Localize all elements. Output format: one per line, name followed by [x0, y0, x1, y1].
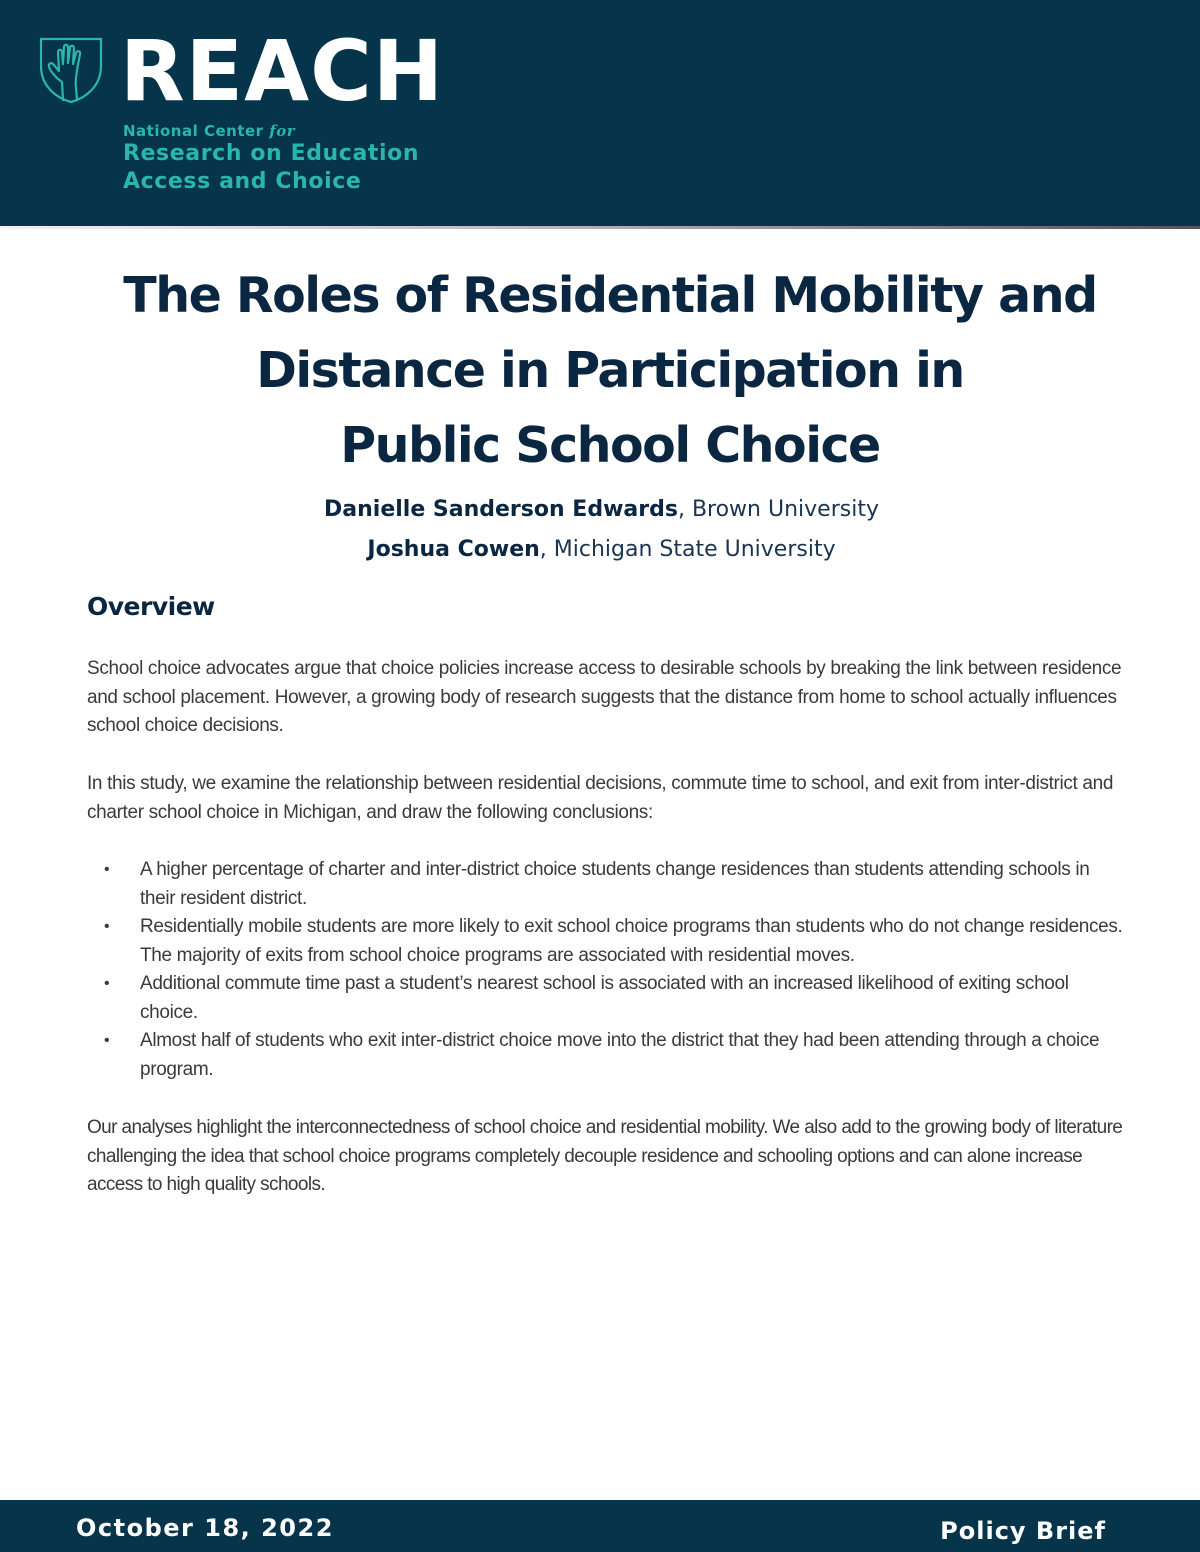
logo-wordmark: REACH — [120, 22, 445, 120]
author-affiliation: , Brown University — [677, 497, 879, 522]
logo-subtitle-for: for — [269, 122, 296, 140]
author — [0, 530, 1200, 570]
title-line-3: Public School Choice — [340, 417, 880, 474]
bullet-icon: • — [104, 861, 110, 878]
page-footer — [0, 1500, 1200, 1552]
logo-subtitle-line3: Access and Choice — [123, 169, 362, 194]
author-name: Joshua Cowen — [367, 537, 540, 562]
document-type: Policy Brief — [940, 1517, 1106, 1545]
logo-subtitle — [123, 122, 419, 196]
bullet-icon: • — [104, 1032, 110, 1049]
list-item — [87, 1027, 1127, 1084]
bullet-icon: • — [104, 975, 110, 992]
section-heading-overview: Overview — [87, 592, 215, 621]
list-item-text: Additional commute time past a student’s nearest school is associated with an increased likelihood of exiting school choice. — [140, 973, 1069, 1023]
header-divider — [0, 226, 1200, 229]
title-line-1: The Roles of Residential Mobility and — [123, 267, 1097, 324]
conclusions-list — [87, 856, 1127, 1084]
author-name: Danielle Sanderson Edwards — [324, 497, 678, 522]
author — [0, 490, 1200, 530]
list-item — [87, 970, 1127, 1027]
paragraph: In this study, we examine the relationship between residential decisions, commute time to school, and exit from inter-district and charter school choice in Michigan, and draw the following conclusions: — [87, 773, 1114, 823]
logo-subtitle-line2: Research on Education — [123, 141, 420, 166]
list-item — [87, 913, 1127, 970]
list-item-text: A higher percentage of charter and inter-district choice students change residences than students attending schools in their resident district. — [140, 859, 1090, 909]
title-line-2: Distance in Participation in — [256, 342, 964, 399]
author-list — [0, 490, 1200, 570]
author-affiliation: , Michigan State University — [539, 537, 836, 562]
document-title — [60, 258, 1160, 483]
page-header — [0, 0, 1200, 226]
paragraph: School choice advocates argue that choice policies increase access to desirable schools by breaking the link between residence and school placement. However, a growing body of research suggests that the distance from home to school actually influences school choice decisions. — [87, 658, 1122, 736]
logo-subtitle-line1: National Center — [123, 122, 264, 140]
list-item — [87, 856, 1127, 913]
list-item-text: Residentially mobile students are more likely to exit school choice programs than students who do not change residences. The majority of exits from school choice programs are associated with residential moves. — [140, 916, 1123, 966]
hand-shield-icon — [38, 36, 104, 104]
publication-date: October 18, 2022 — [76, 1514, 334, 1542]
paragraph: Our analyses highlight the interconnectedness of school choice and residential mobility. We also add to the growing body of literature challenging the idea that school choice programs completely decouple residence and schooling options and can alone increase access to high quality schools. — [87, 1117, 1123, 1195]
list-item-text: Almost half of students who exit inter-district choice move into the district that they had been attending through a choice program. — [140, 1030, 1100, 1080]
bullet-icon: • — [104, 918, 110, 935]
